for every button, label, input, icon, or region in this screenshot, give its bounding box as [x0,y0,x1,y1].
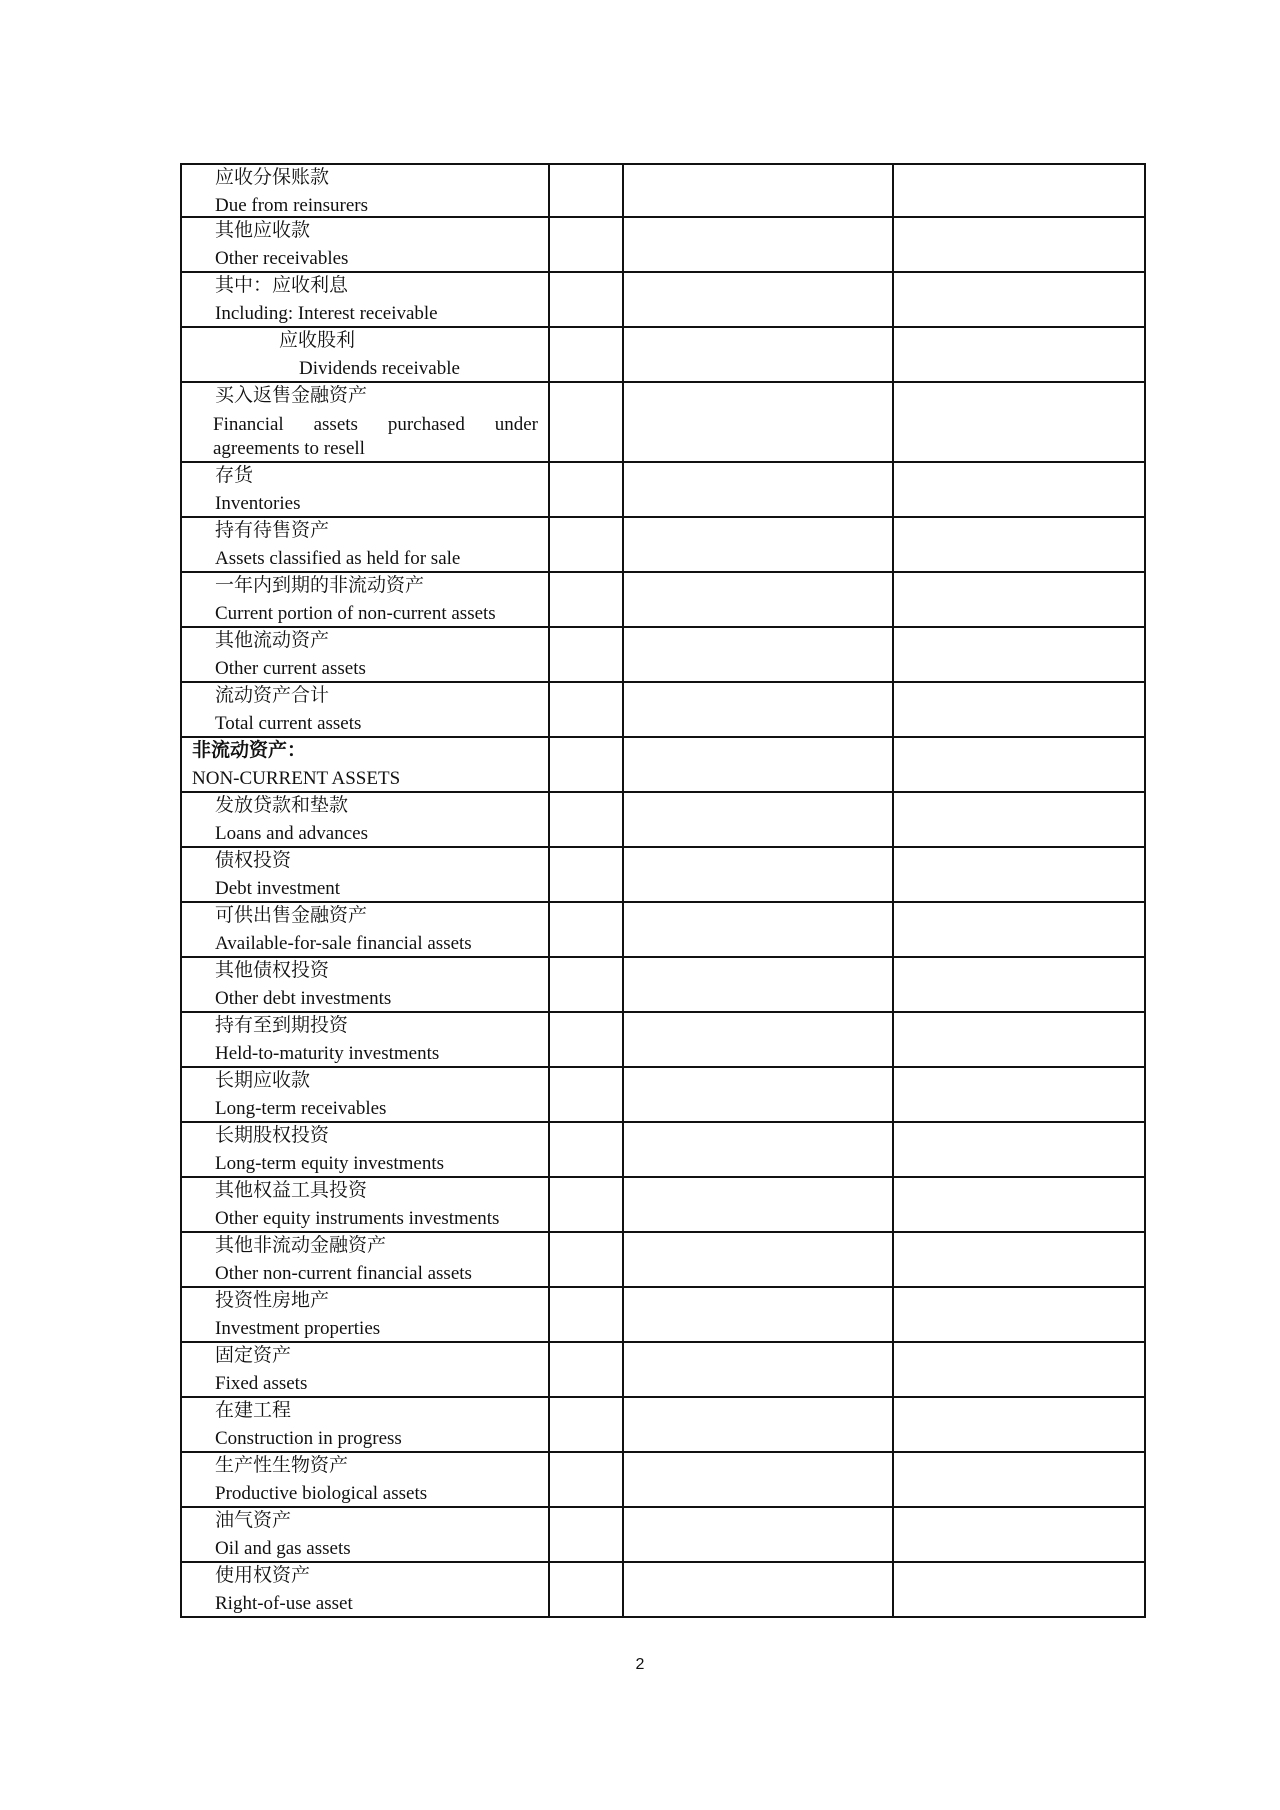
current-period-cell [624,1288,894,1343]
item-label-chinese: 其他非流动金融资产 [215,1234,387,1256]
item-label-english: Available-for-sale financial assets [215,933,472,954]
current-period-cell [624,463,894,518]
note-cell [550,573,624,628]
item-label-chinese: 使用权资产 [215,1564,311,1586]
table-row [180,958,1146,1013]
item-label-cell [180,628,550,683]
table-row [180,1453,1146,1508]
note-cell [550,958,624,1013]
item-label-chinese: 其他权益工具投资 [215,1179,368,1201]
item-label-cell [180,1508,550,1563]
item-label-chinese: 应收分保账款 [215,166,330,188]
item-label-english: Loans and advances [215,823,368,844]
item-label-english: Other non-current financial assets [215,1263,472,1284]
table-row [180,1398,1146,1453]
item-label-cell [180,518,550,573]
item-label-chinese: 一年内到期的非流动资产 [215,574,425,596]
item-label-cell [180,1068,550,1123]
item-label-cell [180,793,550,848]
item-label-cell [180,163,550,218]
note-cell [550,163,624,218]
prior-period-cell [894,1453,1146,1508]
item-label-cell [180,273,550,328]
prior-period-cell [894,1563,1146,1618]
item-label-english: Other debt investments [215,988,392,1009]
current-period-cell [624,163,894,218]
current-period-cell [624,958,894,1013]
note-cell [550,848,624,903]
prior-period-cell [894,1508,1146,1563]
item-label-english: Productive biological assets [215,1483,428,1504]
table-row [180,573,1146,628]
current-period-cell [624,738,894,793]
item-label-cell [180,1013,550,1068]
item-label-chinese: 发放贷款和垫款 [215,794,349,816]
item-label-english: Debt investment [215,878,341,899]
note-cell [550,1123,624,1178]
item-label-english: Due from reinsurers [215,195,369,216]
item-label-cell [180,903,550,958]
item-label-english: Total current assets [215,713,362,734]
current-period-cell [624,1013,894,1068]
item-label-cell [180,1178,550,1233]
table-row [180,903,1146,958]
current-period-cell [624,793,894,848]
note-cell [550,1068,624,1123]
table-row [180,793,1146,848]
item-label-english: Construction in progress [215,1428,402,1449]
prior-period-cell [894,1178,1146,1233]
item-label-cell [180,463,550,518]
table-row [180,163,1146,218]
note-cell [550,1343,624,1398]
current-period-cell [624,903,894,958]
table-row [180,328,1146,383]
prior-period-cell [894,1068,1146,1123]
prior-period-cell [894,1343,1146,1398]
note-cell [550,1178,624,1233]
note-cell [550,1233,624,1288]
item-label-chinese: 其他流动资产 [215,629,330,651]
item-label-chinese: 买入返售金融资产 [215,384,368,406]
note-cell [550,1453,624,1508]
item-label-english: Long-term equity investments [215,1153,445,1174]
table-row [180,1178,1146,1233]
item-label-cell [180,1288,550,1343]
table-row [180,1013,1146,1068]
note-cell [550,328,624,383]
item-label-english: Current portion of non-current assets [215,603,496,624]
table-row [180,683,1146,738]
item-label-english: Financial assets purchased under agreements to resell [213,414,538,459]
table-row [180,738,1146,793]
current-period-cell [624,1123,894,1178]
item-label-chinese: 投资性房地产 [215,1289,330,1311]
prior-period-cell [894,1123,1146,1178]
current-period-cell [624,273,894,328]
item-label-cell [180,683,550,738]
current-period-cell [624,1178,894,1233]
table-row [180,848,1146,903]
prior-period-cell [894,1398,1146,1453]
current-period-cell [624,683,894,738]
note-cell [550,273,624,328]
prior-period-cell [894,273,1146,328]
item-label-english: Dividends receivable [299,358,460,379]
page-number: 2 [635,1656,645,1673]
prior-period-cell [894,793,1146,848]
item-label-cell [180,1123,550,1178]
prior-period-cell [894,463,1146,518]
note-cell [550,463,624,518]
item-label-english: Investment properties [215,1318,381,1339]
item-label-cell [180,958,550,1013]
note-cell [550,628,624,683]
table-row [180,1343,1146,1398]
item-label-chinese: 持有至到期投资 [215,1014,349,1036]
table-row [180,518,1146,573]
item-label-chinese: 固定资产 [215,1344,292,1366]
table-row [180,1563,1146,1618]
note-cell [550,1398,624,1453]
table-row [180,1508,1146,1563]
item-label-cell [180,1398,550,1453]
item-label-cell [180,218,550,273]
item-label-chinese: 在建工程 [215,1399,292,1421]
table-row [180,1233,1146,1288]
prior-period-cell [894,1233,1146,1288]
item-label-english: Long-term receivables [215,1098,387,1119]
item-label-cell [180,1563,550,1618]
table-row [180,1288,1146,1343]
item-label-english: Other equity instruments investments [215,1208,500,1229]
current-period-cell [624,1398,894,1453]
prior-period-cell [894,573,1146,628]
item-label-cell [180,1343,550,1398]
prior-period-cell [894,848,1146,903]
table-row [180,463,1146,518]
prior-period-cell [894,518,1146,573]
table-row [180,1123,1146,1178]
table-row [180,628,1146,683]
current-period-cell [624,848,894,903]
note-cell [550,383,624,463]
current-period-cell [624,383,894,463]
item-label-english: Assets classified as held for sale [215,548,461,569]
item-label-chinese: 生产性生物资产 [215,1454,349,1476]
table-row [180,218,1146,273]
note-cell [550,1563,624,1618]
current-period-cell [624,1508,894,1563]
current-period-cell [624,518,894,573]
item-label-cell [180,848,550,903]
note-cell [550,218,624,273]
table-row [180,273,1146,328]
item-label-chinese: 流动资产合计 [215,684,330,706]
current-period-cell [624,1233,894,1288]
item-label-english: Including: Interest receivable [215,303,438,324]
item-label-chinese: 其中：应收利息 [215,274,349,296]
item-label-chinese: 其他债权投资 [215,959,330,981]
current-period-cell [624,1068,894,1123]
item-label-chinese: 应收股利 [279,329,356,351]
item-label-english: Fixed assets [215,1373,308,1394]
prior-period-cell [894,903,1146,958]
item-label-chinese: 存货 [215,464,254,486]
note-cell [550,1288,624,1343]
item-label-chinese: 债权投资 [215,849,292,871]
prior-period-cell [894,628,1146,683]
item-label-chinese: 长期应收款 [215,1069,311,1091]
prior-period-cell [894,383,1146,463]
item-label-english: Other receivables [215,248,349,269]
prior-period-cell [894,328,1146,383]
note-cell [550,518,624,573]
current-period-cell [624,1453,894,1508]
prior-period-cell [894,1013,1146,1068]
table-row [180,383,1146,463]
item-label-chinese: 可供出售金融资产 [215,904,368,926]
note-cell [550,1013,624,1068]
item-label-cell [180,573,550,628]
item-label-chinese: 持有待售资产 [215,519,330,541]
note-cell [550,1508,624,1563]
item-label-chinese: 长期股权投资 [215,1124,330,1146]
prior-period-cell [894,218,1146,273]
prior-period-cell [894,683,1146,738]
item-label-chinese: 其他应收款 [215,219,311,241]
item-label-cell [180,1233,550,1288]
item-label-chinese: 油气资产 [215,1509,292,1531]
prior-period-cell [894,958,1146,1013]
prior-period-cell [894,1288,1146,1343]
item-label-english: Inventories [215,493,301,514]
current-period-cell [624,218,894,273]
item-label-cell [180,738,550,793]
item-label-english: Held-to-maturity investments [215,1043,440,1064]
current-period-cell [624,628,894,683]
item-label-chinese: 非流动资产： [192,739,307,761]
item-label-cell [180,383,550,463]
current-period-cell [624,328,894,383]
note-cell [550,683,624,738]
item-label-english: NON-CURRENT ASSETS [192,768,401,789]
item-label-english: Other current assets [215,658,366,679]
item-label-cell [180,1453,550,1508]
note-cell [550,903,624,958]
current-period-cell [624,1343,894,1398]
note-cell [550,738,624,793]
prior-period-cell [894,738,1146,793]
item-label-english: Oil and gas assets [215,1538,351,1559]
prior-period-cell [894,163,1146,218]
current-period-cell [624,573,894,628]
table-row [180,1068,1146,1123]
item-label-english: Right-of-use asset [215,1593,353,1614]
note-cell [550,793,624,848]
balance-sheet-table [180,163,1146,1618]
item-label-cell [180,328,550,383]
current-period-cell [624,1563,894,1618]
